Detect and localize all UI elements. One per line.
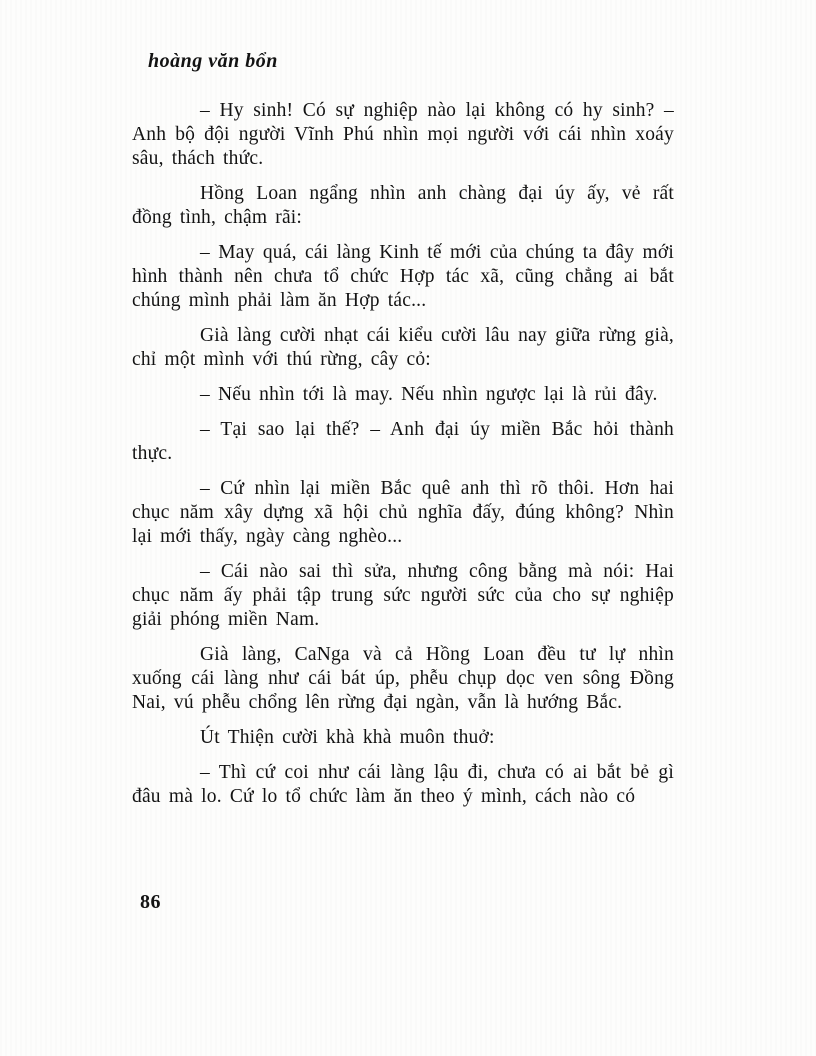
paragraph: Già làng cười nhạt cái kiểu cười lâu nay giữa rừng già, chỉ một mình với thú rừng, cây cỏ:: [132, 325, 674, 370]
paragraph: Hồng Loan ngẩng nhìn anh chàng đại úy ấy, vẻ rất đồng tình, chậm rãi:: [132, 183, 674, 228]
paragraph: – Cái nào sai thì sửa, nhưng công bằng mà nói: Hai chục năm ấy phải tập trung sức người sức của cho sự nghiệp giải phóng miền Nam.: [132, 561, 674, 630]
paragraph: – May quá, cái làng Kinh tế mới của chúng ta đây mới hình thành nên chưa tổ chức Hợp tác xã, cũng chẳng ai bắt chúng mình phải làm ăn Hợp tác...: [132, 242, 674, 311]
paragraph: – Nếu nhìn tới là may. Nếu nhìn ngược lại là rủi đây.: [200, 384, 658, 405]
paragraph: – Thì cứ coi như cái làng lậu đi, chưa có ai bắt bẻ gì đâu mà lo. Cứ lo tổ chức làm ăn theo ý mình, cách nào có: [132, 762, 674, 807]
page-number: 86: [140, 891, 161, 913]
text-block: [132, 99, 674, 809]
paragraph: Già làng, CaNga và cả Hồng Loan đều tư lự nhìn xuống cái làng như cái bát úp, phễu chụp dọc ven sông Đồng Nai, vú phễu chổng lên rừng đại ngàn, vẫn là hướng Bắc.: [132, 644, 674, 713]
paragraph: – Tại sao lại thế? – Anh đại úy miền Bắc hỏi thành thực.: [132, 419, 674, 464]
running-header-author: hoàng văn bổn: [148, 50, 278, 72]
paragraph: Út Thiện cười khà khà muôn thuở:: [200, 727, 495, 748]
paragraph: – Hy sinh! Có sự nghiệp nào lại không có hy sinh? – Anh bộ đội người Vĩnh Phú nhìn mọi người với cái nhìn xoáy sâu, thách thức.: [132, 100, 674, 169]
paragraph: – Cứ nhìn lại miền Bắc quê anh thì rõ thôi. Hơn hai chục năm xây dựng xã hội chủ nghĩa đấy, đúng không? Nhìn lại mới thấy, ngày càng nghèo...: [132, 478, 674, 547]
